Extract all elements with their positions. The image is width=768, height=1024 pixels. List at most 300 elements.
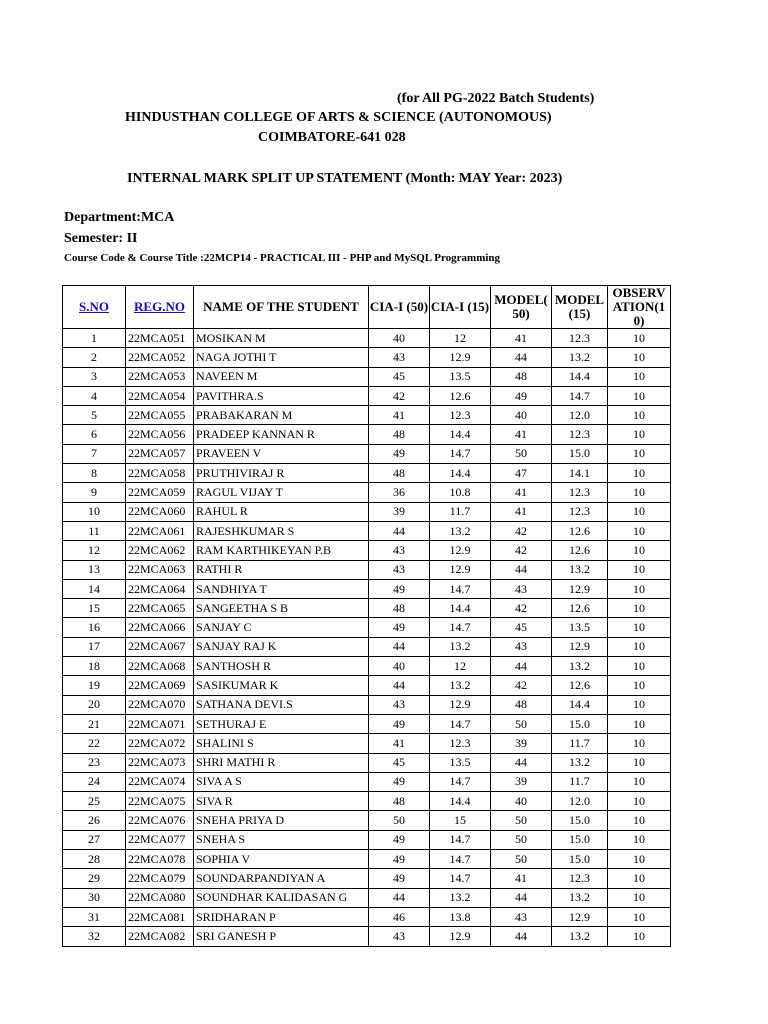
cell-model50: 48 xyxy=(491,695,552,714)
cell-model15: 15.0 xyxy=(552,714,608,733)
cell-regno: 22MCA056 xyxy=(126,425,194,444)
cell-cia50: 49 xyxy=(369,444,430,463)
cell-regno: 22MCA074 xyxy=(126,772,194,791)
cell-model15: 12.0 xyxy=(552,406,608,425)
cell-cia15: 14.4 xyxy=(430,464,491,483)
cell-model50: 42 xyxy=(491,541,552,560)
cell-cia50: 50 xyxy=(369,811,430,830)
cell-student-name: RAHUL R xyxy=(194,502,369,521)
cell-model15: 14.1 xyxy=(552,464,608,483)
cell-cia50: 40 xyxy=(369,329,430,348)
cell-cia15: 13.2 xyxy=(430,521,491,540)
cell-student-name: SANTHOSH R xyxy=(194,657,369,676)
cell-cia50: 49 xyxy=(369,579,430,598)
table-row xyxy=(63,483,671,502)
cell-regno: 22MCA061 xyxy=(126,521,194,540)
cell-model50: 44 xyxy=(491,560,552,579)
cell-regno: 22MCA055 xyxy=(126,406,194,425)
cell-model50: 44 xyxy=(491,927,552,946)
table-row xyxy=(63,502,671,521)
cell-cia50: 43 xyxy=(369,348,430,367)
table-row xyxy=(63,599,671,618)
cell-observation: 10 xyxy=(608,753,671,772)
cell-sno: 25 xyxy=(63,792,126,811)
cell-cia15: 12 xyxy=(430,657,491,676)
cell-model15: 13.2 xyxy=(552,888,608,907)
cell-sno: 29 xyxy=(63,869,126,888)
cell-student-name: PAVITHRA.S xyxy=(194,386,369,405)
cell-cia50: 49 xyxy=(369,714,430,733)
cell-cia15: 14.7 xyxy=(430,579,491,598)
college-name: HINDUSTHAN COLLEGE OF ARTS & SCIENCE (AUTONOMOUS) xyxy=(125,110,552,125)
cell-student-name: PRAVEEN V xyxy=(194,444,369,463)
cell-model50: 42 xyxy=(491,599,552,618)
cell-sno: 16 xyxy=(63,618,126,637)
cell-regno: 22MCA051 xyxy=(126,329,194,348)
cell-regno: 22MCA059 xyxy=(126,483,194,502)
cell-cia15: 12.9 xyxy=(430,927,491,946)
statement-title: INTERNAL MARK SPLIT UP STATEMENT (Month: MAY Year: 2023) xyxy=(127,171,563,186)
cell-observation: 10 xyxy=(608,483,671,502)
cell-cia50: 46 xyxy=(369,907,430,926)
cell-model50: 50 xyxy=(491,714,552,733)
cell-cia50: 45 xyxy=(369,753,430,772)
cell-observation: 10 xyxy=(608,850,671,869)
cell-regno: 22MCA058 xyxy=(126,464,194,483)
cell-student-name: SANGEETHA S B xyxy=(194,599,369,618)
cell-observation: 10 xyxy=(608,406,671,425)
cell-sno: 19 xyxy=(63,676,126,695)
cell-cia50: 43 xyxy=(369,927,430,946)
table-row xyxy=(63,753,671,772)
semester-label: Semester: II xyxy=(64,231,138,246)
cell-model15: 11.7 xyxy=(552,772,608,791)
cell-regno: 22MCA071 xyxy=(126,714,194,733)
cell-observation: 10 xyxy=(608,811,671,830)
cell-model50: 41 xyxy=(491,329,552,348)
table-row xyxy=(63,772,671,791)
cell-observation: 10 xyxy=(608,734,671,753)
cell-observation: 10 xyxy=(608,927,671,946)
table-row xyxy=(63,907,671,926)
cell-student-name: SOUNDARPANDIYAN A xyxy=(194,869,369,888)
cell-observation: 10 xyxy=(608,657,671,676)
cell-cia15: 12.9 xyxy=(430,560,491,579)
cell-model15: 12.9 xyxy=(552,907,608,926)
table-row xyxy=(63,637,671,656)
cell-model15: 13.2 xyxy=(552,560,608,579)
cell-student-name: SANJAY RAJ K xyxy=(194,637,369,656)
cell-sno: 14 xyxy=(63,579,126,598)
cell-cia50: 49 xyxy=(369,772,430,791)
column-header-model15: MODEL (15) xyxy=(552,286,608,329)
cell-regno: 22MCA077 xyxy=(126,830,194,849)
cell-model50: 41 xyxy=(491,502,552,521)
cell-sno: 21 xyxy=(63,714,126,733)
cell-observation: 10 xyxy=(608,888,671,907)
cell-observation: 10 xyxy=(608,869,671,888)
cell-regno: 22MCA062 xyxy=(126,541,194,560)
cell-sno: 5 xyxy=(63,406,126,425)
cell-observation: 10 xyxy=(608,329,671,348)
cell-cia50: 43 xyxy=(369,541,430,560)
cell-cia50: 44 xyxy=(369,521,430,540)
table-row xyxy=(63,444,671,463)
cell-student-name: SASIKUMAR K xyxy=(194,676,369,695)
cell-cia50: 48 xyxy=(369,599,430,618)
cell-model15: 12.3 xyxy=(552,425,608,444)
column-header-sno[interactable]: S.NO xyxy=(63,286,126,329)
cell-observation: 10 xyxy=(608,541,671,560)
college-city: COIMBATORE-641 028 xyxy=(258,130,406,145)
cell-cia15: 10.8 xyxy=(430,483,491,502)
table-row xyxy=(63,714,671,733)
cell-sno: 12 xyxy=(63,541,126,560)
cell-student-name: RAGUL VIJAY T xyxy=(194,483,369,502)
course-title: Course Code & Course Title :22MCP14 - PRACTICAL III - PHP and MySQL Programming xyxy=(64,252,501,264)
cell-cia15: 14.4 xyxy=(430,425,491,444)
cell-observation: 10 xyxy=(608,618,671,637)
cell-model15: 13.2 xyxy=(552,927,608,946)
cell-sno: 32 xyxy=(63,927,126,946)
cell-cia15: 14.7 xyxy=(430,869,491,888)
table-row xyxy=(63,579,671,598)
cell-student-name: SRI GANESH P xyxy=(194,927,369,946)
cell-student-name: SIVA A S xyxy=(194,772,369,791)
cell-model50: 44 xyxy=(491,753,552,772)
cell-regno: 22MCA076 xyxy=(126,811,194,830)
cell-cia50: 44 xyxy=(369,888,430,907)
table-row xyxy=(63,425,671,444)
cell-student-name: SOPHIA V xyxy=(194,850,369,869)
cell-sno: 17 xyxy=(63,637,126,656)
department-label: Department:MCA xyxy=(64,210,175,225)
batch-note: (for All PG-2022 Batch Students) xyxy=(397,91,595,106)
cell-regno: 22MCA063 xyxy=(126,560,194,579)
cell-model50: 43 xyxy=(491,579,552,598)
cell-cia15: 14.7 xyxy=(430,830,491,849)
cell-model50: 39 xyxy=(491,734,552,753)
cell-model15: 14.7 xyxy=(552,386,608,405)
cell-model50: 44 xyxy=(491,657,552,676)
cell-cia15: 13.5 xyxy=(430,367,491,386)
cell-cia15: 13.2 xyxy=(430,676,491,695)
cell-model50: 50 xyxy=(491,830,552,849)
cell-model50: 47 xyxy=(491,464,552,483)
table-row xyxy=(63,657,671,676)
cell-sno: 9 xyxy=(63,483,126,502)
cell-regno: 22MCA064 xyxy=(126,579,194,598)
cell-regno: 22MCA070 xyxy=(126,695,194,714)
table-row xyxy=(63,406,671,425)
column-header-observation: OBSERV ATION(1 0) xyxy=(608,286,671,329)
cell-sno: 31 xyxy=(63,907,126,926)
cell-model15: 14.4 xyxy=(552,695,608,714)
table-row xyxy=(63,618,671,637)
cell-model50: 50 xyxy=(491,811,552,830)
cell-cia50: 40 xyxy=(369,657,430,676)
cell-regno: 22MCA057 xyxy=(126,444,194,463)
cell-model50: 41 xyxy=(491,483,552,502)
cell-sno: 24 xyxy=(63,772,126,791)
cell-regno: 22MCA075 xyxy=(126,792,194,811)
cell-regno: 22MCA053 xyxy=(126,367,194,386)
cell-model15: 13.2 xyxy=(552,657,608,676)
cell-sno: 10 xyxy=(63,502,126,521)
cell-model50: 43 xyxy=(491,907,552,926)
cell-model15: 13.5 xyxy=(552,618,608,637)
cell-student-name: PRUTHIVIRAJ R xyxy=(194,464,369,483)
table-row xyxy=(63,348,671,367)
cell-model50: 42 xyxy=(491,521,552,540)
cell-regno: 22MCA072 xyxy=(126,734,194,753)
table-row xyxy=(63,676,671,695)
cell-observation: 10 xyxy=(608,521,671,540)
cell-regno: 22MCA078 xyxy=(126,850,194,869)
cell-regno: 22MCA067 xyxy=(126,637,194,656)
cell-student-name: RAJESHKUMAR S xyxy=(194,521,369,540)
cell-model15: 12.0 xyxy=(552,792,608,811)
cell-model15: 12.3 xyxy=(552,329,608,348)
cell-regno: 22MCA066 xyxy=(126,618,194,637)
table-row xyxy=(63,464,671,483)
cell-sno: 6 xyxy=(63,425,126,444)
cell-regno: 22MCA069 xyxy=(126,676,194,695)
cell-model15: 12.3 xyxy=(552,502,608,521)
cell-cia15: 12.9 xyxy=(430,695,491,714)
table-row xyxy=(63,560,671,579)
cell-model50: 41 xyxy=(491,869,552,888)
cell-model15: 15.0 xyxy=(552,811,608,830)
cell-observation: 10 xyxy=(608,772,671,791)
cell-observation: 10 xyxy=(608,637,671,656)
cell-student-name: NAGA JOTHI T xyxy=(194,348,369,367)
cell-student-name: SHALINI S xyxy=(194,734,369,753)
cell-model50: 39 xyxy=(491,772,552,791)
cell-cia50: 41 xyxy=(369,734,430,753)
cell-student-name: SRIDHARAN P xyxy=(194,907,369,926)
cell-observation: 10 xyxy=(608,714,671,733)
cell-student-name: SANDHIYA T xyxy=(194,579,369,598)
cell-model15: 15.0 xyxy=(552,850,608,869)
cell-sno: 28 xyxy=(63,850,126,869)
cell-model50: 44 xyxy=(491,888,552,907)
cell-student-name: SANJAY C xyxy=(194,618,369,637)
cell-model50: 40 xyxy=(491,406,552,425)
table-row xyxy=(63,541,671,560)
column-header-name: NAME OF THE STUDENT xyxy=(194,286,369,329)
cell-cia15: 14.7 xyxy=(430,850,491,869)
cell-observation: 10 xyxy=(608,502,671,521)
table-row xyxy=(63,695,671,714)
cell-cia15: 14.7 xyxy=(430,772,491,791)
cell-model15: 12.9 xyxy=(552,579,608,598)
cell-model15: 12.6 xyxy=(552,541,608,560)
table-row xyxy=(63,329,671,348)
marks-table-body xyxy=(63,329,671,947)
cell-student-name: SHRI MATHI R xyxy=(194,753,369,772)
cell-cia15: 14.4 xyxy=(430,599,491,618)
cell-cia15: 12.6 xyxy=(430,386,491,405)
cell-observation: 10 xyxy=(608,560,671,579)
cell-cia15: 15 xyxy=(430,811,491,830)
cell-observation: 10 xyxy=(608,444,671,463)
cell-student-name: RATHI R xyxy=(194,560,369,579)
cell-student-name: RAM KARTHIKEYAN P.B xyxy=(194,541,369,560)
cell-observation: 10 xyxy=(608,599,671,618)
cell-model50: 50 xyxy=(491,444,552,463)
column-header-cia15: CIA-I (15) xyxy=(430,286,491,329)
cell-observation: 10 xyxy=(608,579,671,598)
cell-student-name: SETHURAJ E xyxy=(194,714,369,733)
cell-observation: 10 xyxy=(608,695,671,714)
cell-model15: 14.4 xyxy=(552,367,608,386)
cell-sno: 23 xyxy=(63,753,126,772)
cell-model50: 43 xyxy=(491,637,552,656)
marks-table xyxy=(62,285,671,947)
cell-student-name: SIVA R xyxy=(194,792,369,811)
cell-model15: 15.0 xyxy=(552,830,608,849)
cell-regno: 22MCA065 xyxy=(126,599,194,618)
cell-sno: 11 xyxy=(63,521,126,540)
cell-sno: 18 xyxy=(63,657,126,676)
table-row xyxy=(63,386,671,405)
cell-model15: 12.3 xyxy=(552,483,608,502)
cell-model15: 15.0 xyxy=(552,444,608,463)
cell-cia50: 49 xyxy=(369,618,430,637)
cell-model50: 50 xyxy=(491,850,552,869)
cell-observation: 10 xyxy=(608,386,671,405)
cell-student-name: PRABAKARAN M xyxy=(194,406,369,425)
cell-student-name: SATHANA DEVI.S xyxy=(194,695,369,714)
cell-sno: 22 xyxy=(63,734,126,753)
table-header-row xyxy=(63,286,671,329)
cell-cia15: 11.7 xyxy=(430,502,491,521)
cell-sno: 4 xyxy=(63,386,126,405)
cell-regno: 22MCA054 xyxy=(126,386,194,405)
table-row xyxy=(63,792,671,811)
cell-cia50: 44 xyxy=(369,676,430,695)
cell-model50: 41 xyxy=(491,425,552,444)
cell-model50: 45 xyxy=(491,618,552,637)
cell-student-name: MOSIKAN M xyxy=(194,329,369,348)
cell-model50: 48 xyxy=(491,367,552,386)
cell-regno: 22MCA052 xyxy=(126,348,194,367)
cell-cia50: 49 xyxy=(369,869,430,888)
cell-student-name: NAVEEN M xyxy=(194,367,369,386)
cell-model50: 49 xyxy=(491,386,552,405)
cell-observation: 10 xyxy=(608,830,671,849)
table-row xyxy=(63,734,671,753)
cell-observation: 10 xyxy=(608,348,671,367)
table-row xyxy=(63,888,671,907)
cell-sno: 15 xyxy=(63,599,126,618)
cell-observation: 10 xyxy=(608,464,671,483)
cell-sno: 1 xyxy=(63,329,126,348)
cell-cia50: 48 xyxy=(369,425,430,444)
cell-observation: 10 xyxy=(608,907,671,926)
cell-sno: 27 xyxy=(63,830,126,849)
cell-sno: 8 xyxy=(63,464,126,483)
cell-cia15: 14.7 xyxy=(430,714,491,733)
table-row xyxy=(63,927,671,946)
cell-student-name: SNEHA S xyxy=(194,830,369,849)
cell-model15: 12.6 xyxy=(552,599,608,618)
cell-regno: 22MCA079 xyxy=(126,869,194,888)
cell-cia15: 12.3 xyxy=(430,406,491,425)
cell-sno: 2 xyxy=(63,348,126,367)
cell-cia50: 42 xyxy=(369,386,430,405)
column-header-regno[interactable]: REG.NO xyxy=(126,286,194,329)
cell-model15: 13.2 xyxy=(552,348,608,367)
cell-student-name: PRADEEP KANNAN R xyxy=(194,425,369,444)
table-row xyxy=(63,811,671,830)
cell-cia15: 13.2 xyxy=(430,888,491,907)
cell-cia50: 36 xyxy=(369,483,430,502)
cell-model50: 44 xyxy=(491,348,552,367)
column-header-model50: MODEL( 50) xyxy=(491,286,552,329)
cell-cia50: 44 xyxy=(369,637,430,656)
cell-cia50: 43 xyxy=(369,695,430,714)
cell-cia50: 43 xyxy=(369,560,430,579)
cell-cia15: 13.8 xyxy=(430,907,491,926)
cell-cia50: 39 xyxy=(369,502,430,521)
cell-cia15: 13.2 xyxy=(430,637,491,656)
cell-observation: 10 xyxy=(608,425,671,444)
cell-cia15: 14.7 xyxy=(430,618,491,637)
cell-model50: 42 xyxy=(491,676,552,695)
cell-sno: 3 xyxy=(63,367,126,386)
cell-student-name: SNEHA PRIYA D xyxy=(194,811,369,830)
cell-sno: 13 xyxy=(63,560,126,579)
cell-model50: 40 xyxy=(491,792,552,811)
cell-model15: 12.6 xyxy=(552,521,608,540)
cell-regno: 22MCA082 xyxy=(126,927,194,946)
cell-regno: 22MCA060 xyxy=(126,502,194,521)
cell-cia15: 12 xyxy=(430,329,491,348)
cell-cia50: 49 xyxy=(369,830,430,849)
cell-regno: 22MCA073 xyxy=(126,753,194,772)
cell-cia50: 48 xyxy=(369,464,430,483)
cell-cia50: 41 xyxy=(369,406,430,425)
cell-model15: 12.3 xyxy=(552,869,608,888)
table-row xyxy=(63,850,671,869)
cell-observation: 10 xyxy=(608,792,671,811)
cell-sno: 30 xyxy=(63,888,126,907)
cell-model15: 13.2 xyxy=(552,753,608,772)
cell-cia15: 14.7 xyxy=(430,444,491,463)
cell-model15: 12.9 xyxy=(552,637,608,656)
cell-cia50: 49 xyxy=(369,850,430,869)
cell-observation: 10 xyxy=(608,367,671,386)
cell-sno: 26 xyxy=(63,811,126,830)
cell-cia15: 12.3 xyxy=(430,734,491,753)
table-row xyxy=(63,830,671,849)
cell-regno: 22MCA081 xyxy=(126,907,194,926)
table-row xyxy=(63,869,671,888)
cell-cia15: 12.9 xyxy=(430,348,491,367)
cell-sno: 20 xyxy=(63,695,126,714)
cell-cia15: 14.4 xyxy=(430,792,491,811)
column-header-cia50: CIA-I (50) xyxy=(369,286,430,329)
cell-sno: 7 xyxy=(63,444,126,463)
cell-observation: 10 xyxy=(608,676,671,695)
cell-regno: 22MCA068 xyxy=(126,657,194,676)
cell-regno: 22MCA080 xyxy=(126,888,194,907)
cell-cia50: 45 xyxy=(369,367,430,386)
table-row xyxy=(63,367,671,386)
cell-cia50: 48 xyxy=(369,792,430,811)
